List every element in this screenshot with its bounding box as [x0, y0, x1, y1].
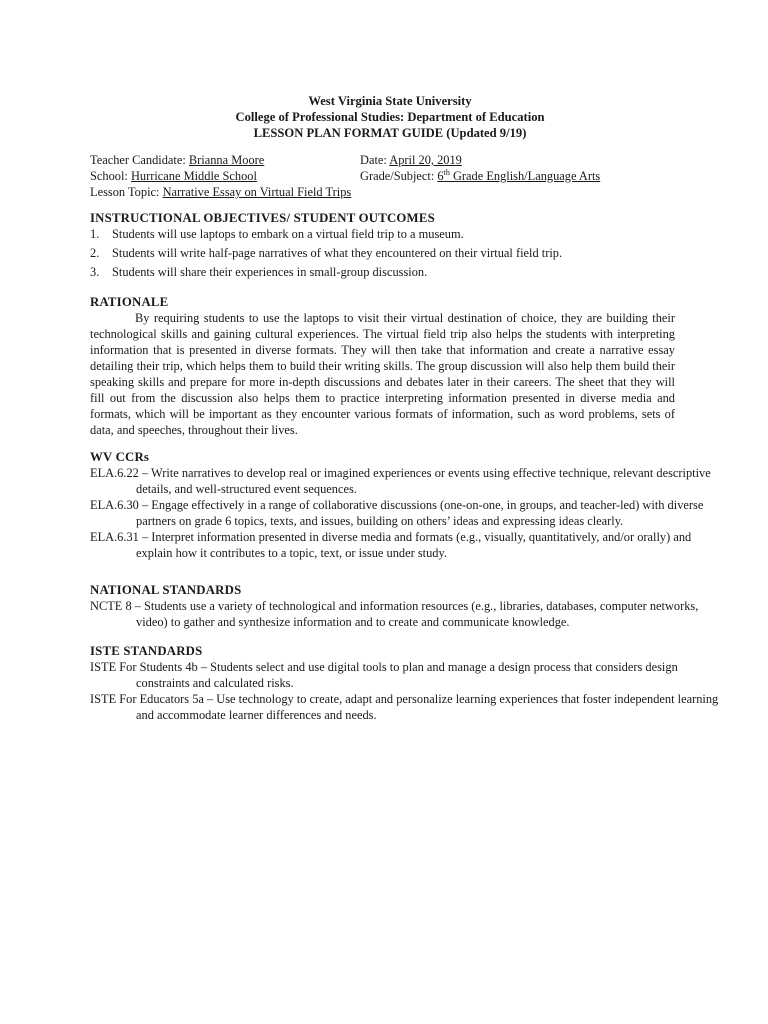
- standard-item: ELA.6.31 – Interpret information presented in diverse media and formats (e.g., visually, quantitatively, and/or orally) and explain how it contributes to a topic, text, or issue under study.: [90, 530, 692, 560]
- school-label: School:: [90, 169, 131, 183]
- national-standards-list: [90, 598, 699, 630]
- lesson-plan-document: [90, 93, 719, 723]
- wv-ccrs-heading: WV CCRs: [90, 450, 150, 464]
- objectives-list: [90, 226, 690, 283]
- date-label: Date:: [360, 153, 390, 167]
- iste-standards-list: [90, 659, 719, 723]
- college-name: College of Professional Studies: Department of Education: [235, 110, 545, 124]
- item-text: Students will use laptops to embark on a virtual field trip to a museum.: [112, 227, 464, 241]
- info-row-topic: [90, 184, 690, 200]
- grade-rest: Grade English/Language Arts: [449, 169, 601, 183]
- grade-label: Grade/Subject:: [360, 169, 438, 183]
- item-text: Students will share their experiences in small-group discussion.: [112, 265, 428, 279]
- teacher-value: Brianna Moore: [188, 153, 265, 167]
- item-text: Students will write half-page narratives of what they encountered on their virtual field trip.: [112, 246, 563, 260]
- rationale-heading: RATIONALE: [90, 295, 169, 309]
- date-value: April 20, 2019: [389, 153, 462, 167]
- teacher-label: Teacher Candidate:: [90, 153, 189, 167]
- list-item: [90, 264, 690, 283]
- wv-ccrs-list: [90, 465, 711, 561]
- topic-value: Narrative Essay on Virtual Field Trips: [162, 185, 352, 199]
- standard-item: ISTE For Students 4b – Students select and use digital tools to plan and manage a design process that considers design constraints and calculated risks.: [90, 660, 678, 690]
- standard-item: ISTE For Educators 5a – Use technology to create, adapt and personalize learning experiences that foster independent learning and accommodate learner differences and needs.: [90, 692, 719, 722]
- school-value: Hurricane Middle School: [130, 169, 257, 183]
- item-number: 3.: [90, 265, 100, 279]
- standard-item: NCTE 8 – Students use a variety of technological and information resources (e.g., libraries, databases, computer networks, video) to gather and synthesize information and to create and communicate knowledge.: [90, 599, 699, 629]
- grade-value: [437, 169, 600, 183]
- rationale-paragraph: By requiring students to use the laptops to visit their virtual destination of choice, they are building their technological skills and gaining cultural experiences. The virtual field trip also helps the students with interpreting information that is presented in diverse formats. They will then take that information and create a narrative essay detailing their trip, which helps them to build their writing skills. The group discussion will also help them build their speaking skills and prepare for more in-depth discussions and debates later in their careers. The sheet that they will fill out from the discussion also helps them to practice interpreting information presented in diverse media and formats, which will be important as they encounter various formats of information, such as word problems, sets of data, and speeches, throughout their lives.: [90, 311, 675, 437]
- grade-number: 6: [437, 169, 444, 183]
- item-number: 1.: [90, 227, 100, 241]
- objectives-heading: INSTRUCTIONAL OBJECTIVES/ STUDENT OUTCOMES: [90, 211, 435, 225]
- university-name: West Virginia State University: [308, 94, 472, 108]
- iste-standards-heading: ISTE STANDARDS: [90, 644, 203, 658]
- list-item: [90, 226, 690, 245]
- lesson-info: [90, 152, 690, 200]
- guide-title: LESSON PLAN FORMAT GUIDE (Updated 9/19): [253, 126, 527, 140]
- info-row-teacher: [90, 152, 690, 168]
- standard-item: ELA.6.30 – Engage effectively in a range of collaborative discussions (one-on-one, in groups, and teacher-led) with diverse partners on grade 6 topics, texts, and issues, building on others’ ideas and expressing ideas clearly.: [90, 498, 704, 528]
- info-row-school: [90, 168, 690, 184]
- national-standards-heading: NATIONAL STANDARDS: [90, 583, 242, 597]
- list-item: [90, 245, 690, 264]
- rationale-section: [90, 310, 690, 438]
- item-number: 2.: [90, 246, 100, 260]
- grade-sup: th: [443, 167, 450, 177]
- topic-label: Lesson Topic:: [90, 185, 163, 199]
- standard-item: ELA.6.22 – Write narratives to develop real or imagined experiences or events using effective technique, relevant descriptive details, and well-structured event sequences.: [90, 466, 711, 496]
- document-header: [90, 93, 690, 141]
